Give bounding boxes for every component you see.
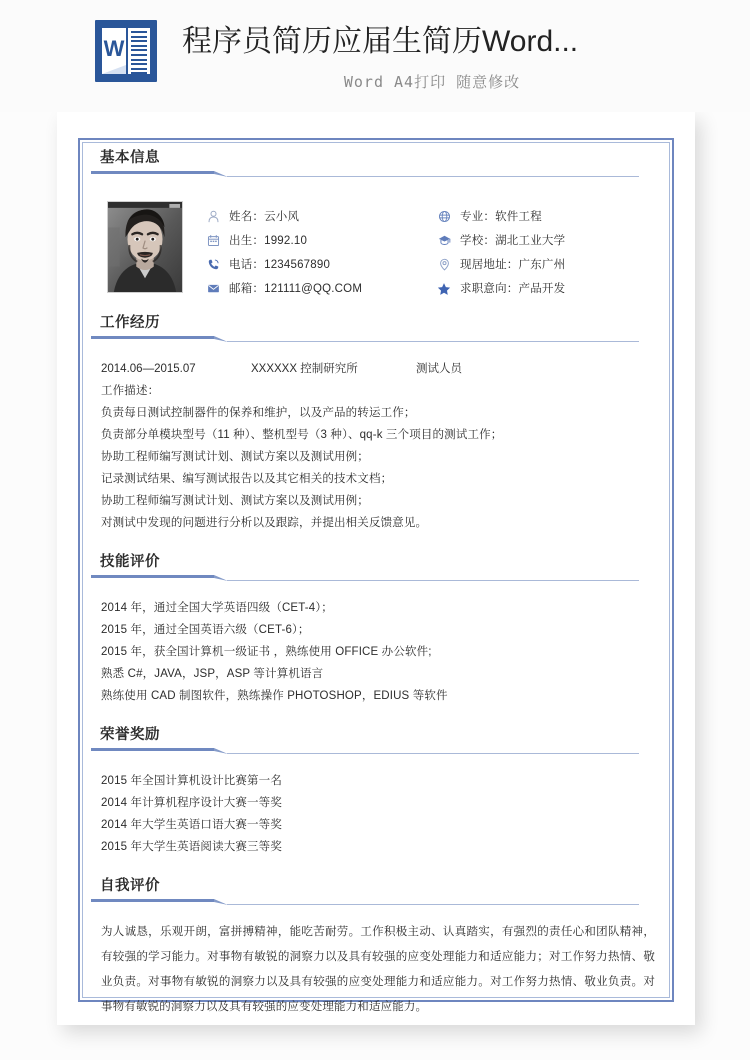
info-text-intent: 求职意向：产品开发: [460, 282, 566, 295]
info-row-school: [435, 229, 695, 252]
info-text-school: 学校：湖北工业大学: [460, 234, 566, 247]
work-duty: 负责部分单模块型号（11 种）、整机型号（3 种）、qq-k 三个项目的测试工作；: [101, 429, 503, 441]
section-divider: [91, 899, 639, 907]
section-divider: [91, 171, 639, 179]
word-document-icon: W: [95, 20, 157, 82]
info-text-email: 邮箱：121111@QQ.COM: [229, 282, 363, 295]
skill-item: 2015 年，获全国计算机一级证书 ，熟练使用 OFFICE 办公软件;: [101, 646, 432, 658]
info-row-intent: [435, 277, 695, 300]
section-title-work-experience: 工作经历: [100, 315, 160, 331]
section-divider: [91, 336, 639, 344]
section-title-self-evaluation: 自我评价: [100, 878, 160, 894]
basic-info-right-column: [435, 205, 695, 301]
calendar-icon: [204, 233, 222, 249]
section-skills: [91, 552, 661, 707]
info-text-major: 专业：软件工程: [460, 210, 542, 223]
award-item: 2015 年大学生英语阅读大赛三等奖: [101, 841, 282, 853]
work-company: XXXXXX 控制研究所: [251, 363, 358, 375]
info-text-phone: 电话：1234567890: [229, 258, 331, 271]
info-row-phone: [204, 253, 424, 276]
info-row-address: [435, 253, 695, 276]
award-item: 2014 年大学生英语口语大赛一等奖: [101, 819, 282, 831]
skill-item: 2015 年，通过全国英语六级（CET-6）；: [101, 624, 310, 636]
section-basic-info: [91, 148, 661, 299]
info-row-email: [204, 277, 424, 300]
info-row-major: [435, 205, 695, 228]
info-text-address: 现居地址：广东广州: [460, 258, 566, 271]
self-evaluation-text: 为人诚恳，乐观开朗，富拼搏精神，能吃苦耐劳。工作积极主动、认真踏实，有强烈的责任心和团队精神，有较强的学习能力。对事物有敏锐的洞察力以及具有较强的应变处理能力和适应能力；对工作努力热情、敬业负责。对事物有敏锐的洞察力以及具有较强的应变处理能力和适应能力。对工作努力热情、敬业负责。对事物有敏锐的洞察力以及具有较强的应变处理能力和适应能力。: [101, 926, 655, 1013]
basic-info-left-column: [204, 205, 424, 301]
section-title-skills: 技能评价: [100, 554, 160, 570]
work-duty: 对测试中发现的问题进行分析以及跟踪，并提出相关反馈意见。: [101, 517, 428, 529]
work-duty: 协助工程师编写测试计划、测试方案以及测试用例；: [101, 451, 369, 463]
info-text-birth: 出生：1992.10: [229, 234, 308, 247]
work-role: 测试人员: [416, 363, 462, 375]
section-awards: [91, 725, 661, 858]
section-title-basic-info: 基本信息: [100, 150, 160, 166]
resume-sheet: [57, 112, 695, 1025]
work-experience-header-row: [91, 358, 661, 380]
work-desc-label: 工作描述：: [101, 385, 160, 397]
work-period: 2014.06—2015.07: [101, 363, 196, 375]
person-icon: [204, 209, 222, 225]
profile-photo: [107, 201, 183, 293]
page-title: 程序员简历应届生简历Word...: [182, 25, 579, 58]
globe-icon: [435, 209, 453, 225]
work-duty: 协助工程师编写测试计划、测试方案以及测试用例；: [101, 495, 369, 507]
section-work-experience: [91, 313, 661, 534]
info-row-name: [204, 205, 424, 228]
star-icon: [435, 281, 453, 297]
preview-header: [0, 0, 750, 112]
resume-content: [91, 148, 661, 1020]
section-title-awards: 荣誉奖励: [100, 727, 160, 743]
section-divider: [91, 575, 639, 583]
info-text-name: 姓名：云小风: [229, 210, 300, 223]
location-pin-icon: [435, 257, 453, 273]
skill-item: 2014 年，通过全国大学英语四级（CET-4）；: [101, 602, 333, 614]
section-divider: [91, 748, 639, 756]
page-subtitle: Word A4打印 随意修改: [343, 73, 521, 91]
award-item: 2015 年全国计算机设计比赛第一名: [101, 775, 282, 787]
mail-icon: [204, 281, 222, 297]
skill-item: 熟练使用 CAD 制图软件，熟练操作 PHOTOSHOP，EDIUS 等软件: [101, 690, 448, 702]
section-self-evaluation: [91, 876, 661, 1020]
work-duty: 负责每日测试控制器件的保养和维护，以及产品的转运工作；: [101, 407, 416, 419]
phone-icon: [204, 257, 222, 273]
award-item: 2014 年计算机程序设计大赛一等奖: [101, 797, 282, 809]
skill-item: 熟悉 C#，JAVA，JSP，ASP 等计算机语言: [101, 668, 324, 680]
info-row-birth: [204, 229, 424, 252]
work-duty: 记录测试结果、编写测试报告以及其它相关的技术文档；: [101, 473, 393, 485]
graduation-icon: [435, 233, 453, 249]
